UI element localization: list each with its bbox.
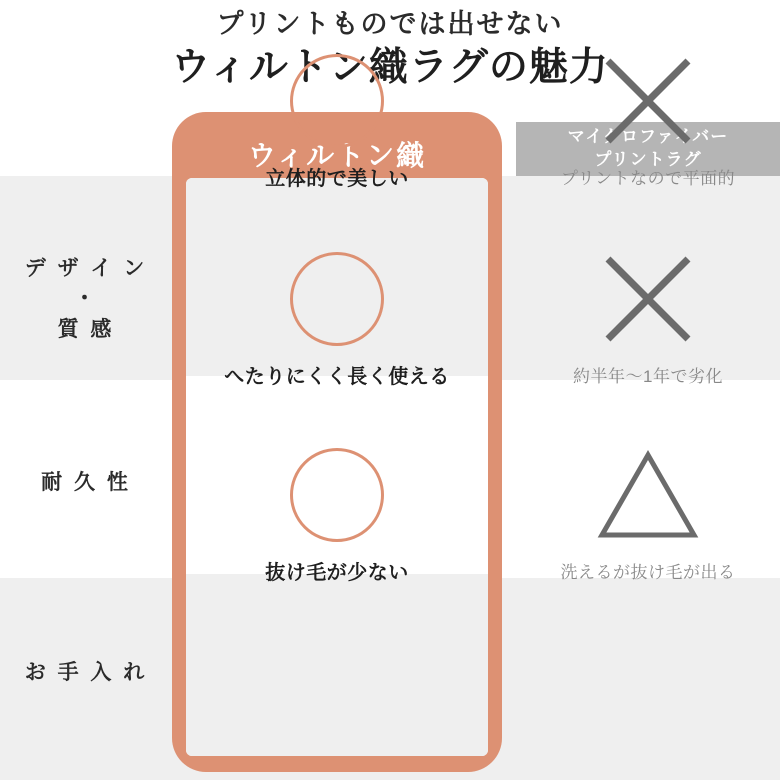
cell-compare-durability-caption: 約半年〜1年で劣化 [573, 367, 723, 386]
row-label-design-line1: デ ザ イ ン [24, 257, 148, 280]
title-subtitle: プリントものでは出せない [216, 9, 564, 39]
cell-compare-durability [516, 244, 780, 387]
cell-wilton-durability [186, 244, 488, 389]
inner-band-3 [186, 574, 488, 756]
row-label-durability-line1: 耐 久 性 [41, 471, 131, 494]
cross-icon [516, 244, 780, 354]
column-header-wilton: ウィルトン織 [247, 140, 427, 171]
cell-compare-care [516, 440, 780, 583]
circle-icon [186, 46, 488, 156]
row-label-care [0, 658, 172, 688]
cell-wilton-durability-caption: へたりにくく長く使える [224, 366, 450, 388]
cell-wilton-care-caption: 抜け毛が少ない [265, 562, 409, 584]
column-header-compare-line1: マイクロファイバー [567, 127, 729, 147]
cell-compare-care-caption: 洗えるが抜け毛が出る [560, 563, 736, 582]
row-label-care-line1: お 手 入 れ [24, 661, 148, 684]
triangle-icon [516, 440, 780, 550]
row-label-design-line3: 質 感 [57, 317, 115, 341]
circle-icon [186, 244, 488, 354]
cell-wilton-care [186, 440, 488, 585]
cell-compare-design-caption: プリントなので平面的 [560, 169, 736, 188]
row-label-durability [0, 468, 172, 498]
cross-icon [516, 46, 780, 156]
title-main: ウィルトン織ラグの魅力 [171, 46, 609, 90]
column-header-compare-line2: プリントラグ [594, 150, 702, 169]
row-label-design-line2: ・ [74, 287, 98, 311]
cell-compare-design [516, 46, 780, 189]
cell-wilton-design [186, 46, 488, 191]
cell-wilton-design-caption: 立体的で美しい [265, 168, 409, 190]
row-label-design [0, 254, 172, 345]
circle-icon [186, 440, 488, 550]
